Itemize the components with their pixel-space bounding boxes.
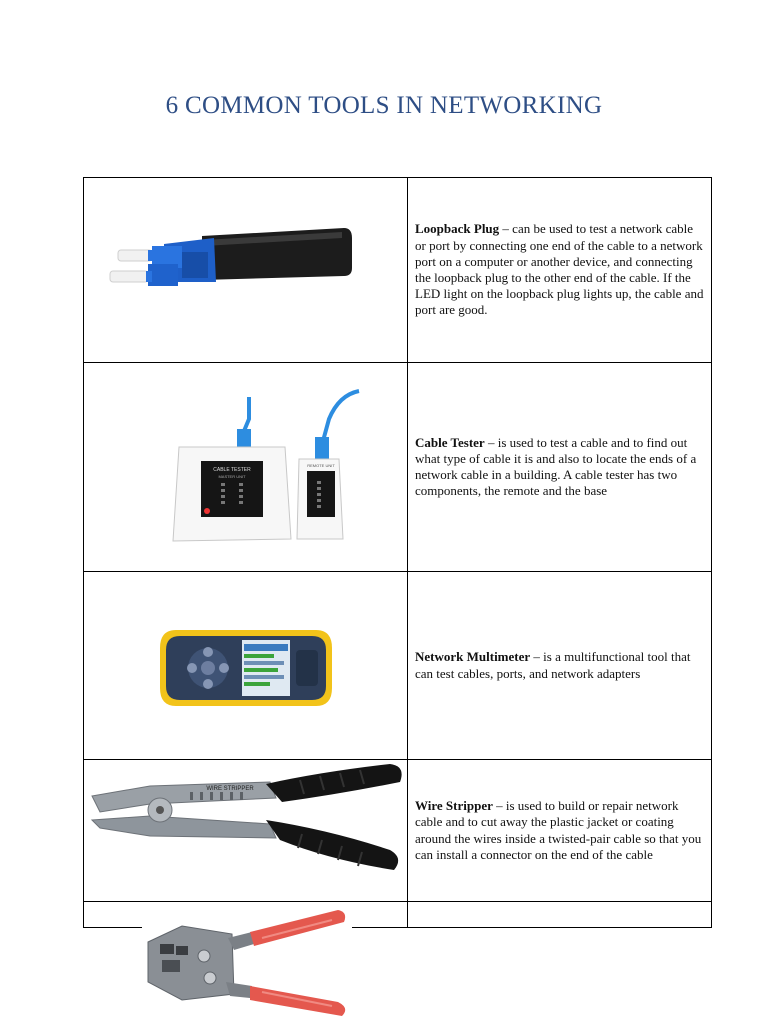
tool-image-cell	[84, 178, 408, 363]
table-row	[84, 572, 712, 760]
tool-name: Network Multimeter	[415, 649, 531, 665]
tool-description-cell	[408, 363, 712, 572]
tool-description	[415, 649, 705, 681]
loopback-plug-image	[104, 216, 354, 296]
wire-stripper-image	[90, 762, 406, 874]
tool-description	[415, 221, 705, 318]
stripper-label: WIRE STRIPPER	[206, 786, 254, 792]
crimper-image	[142, 904, 352, 1020]
description-text: is used to build or repair network cable and to cut away the plastic jacket or coating around the wires inside a twisted-pair cable so that you can install a connector on the end of the cable	[415, 798, 702, 862]
tool-image-cell	[84, 572, 408, 760]
tool-description	[415, 435, 705, 500]
description-text: is a multifunctional tool that can test cables, ports, and network adapters	[415, 649, 691, 681]
remote-label: REMOTE UNIT	[307, 463, 335, 468]
tool-description-cell	[408, 572, 712, 760]
tool-image-cell	[84, 363, 408, 572]
separator: –	[492, 798, 506, 814]
cable-tester-image	[139, 389, 369, 557]
tester-sublabel: MASTER UNIT	[218, 474, 246, 479]
network-multimeter-image	[156, 626, 336, 710]
table-row	[84, 363, 712, 572]
description-text: can be used to test a network cable or port by connecting one end of the cable to a network port on a computer or another device, and connecting the loopback plug to the other end of the cable. If the LED light on the loopback plug lights up, the cable and port are good.	[415, 221, 704, 318]
page-title: 6 COMMON TOOLS IN NETWORKING	[165, 92, 603, 119]
separator: –	[530, 649, 544, 665]
tool-name: Wire Stripper	[415, 798, 493, 814]
tool-description-cell	[408, 178, 712, 363]
table-row	[84, 760, 712, 902]
tool-description	[415, 798, 705, 863]
table-row	[84, 178, 712, 363]
description-text: is used to test a cable and to find out what type of cable it is and also to locate the ends of a network cable in a building. A cable tester has two components, the remote and the base	[415, 434, 697, 499]
tool-description-cell	[408, 902, 712, 928]
tools-table	[83, 177, 712, 928]
tool-name: Loopback Plug	[415, 221, 500, 237]
tool-description-cell	[408, 760, 712, 902]
tool-name: Cable Tester	[415, 434, 485, 450]
tester-label: CABLE TESTER	[213, 467, 251, 473]
separator: –	[484, 434, 498, 450]
separator: –	[499, 221, 513, 237]
tool-image-cell	[84, 760, 408, 902]
